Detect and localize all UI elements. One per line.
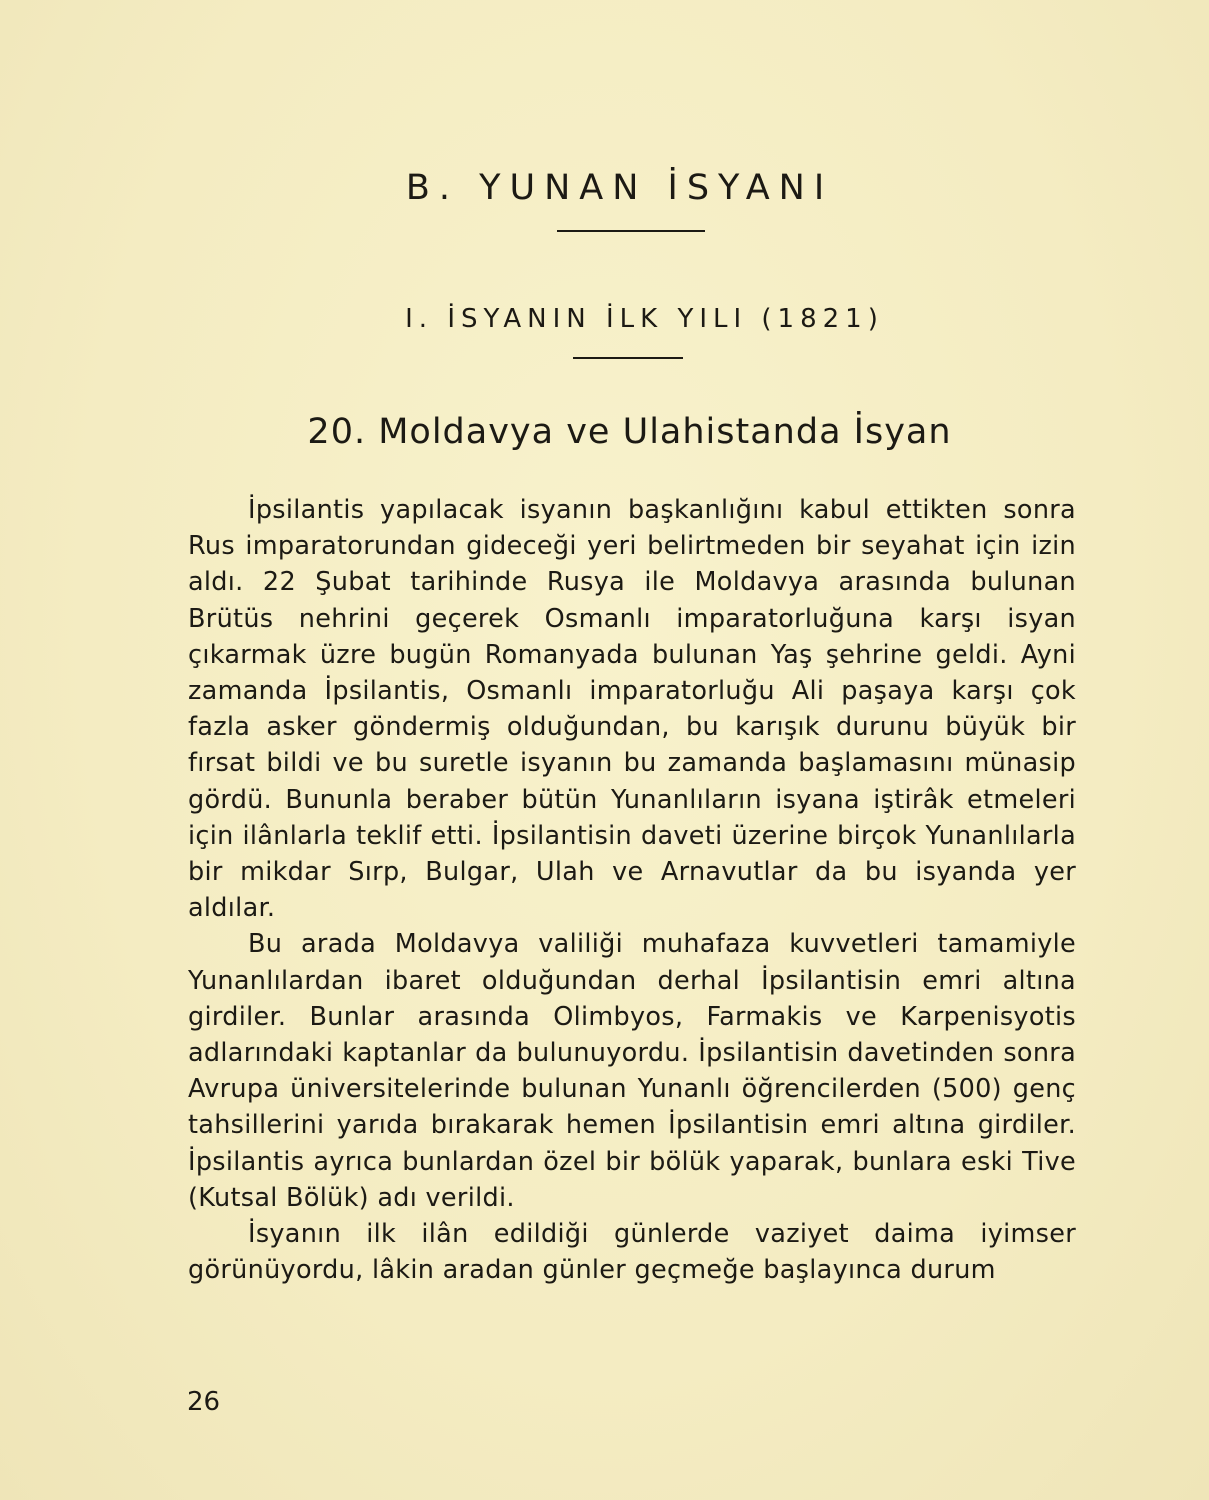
- section-title: 20. Moldavya ve Ulahistanda İsyan: [307, 412, 952, 452]
- title-rule: [557, 230, 705, 232]
- chapter-rule: [573, 357, 683, 359]
- paragraph: İsyanın ilk ilân edildiği günlerde vaziyet daima iyimser görünüyordu, lâkin aradan günler geçmeğe başlayınca durum: [188, 1219, 1076, 1286]
- page-number: 26: [187, 1387, 221, 1417]
- paragraph: Bu arada Moldavya valiliği muhafaza kuvvetleri tamamiyle Yunanlılardan ibaret olduğundan derhal İpsilantisin emri altına girdiler. Bunlar arasında Olimbyos, Farmakis ve Karpenisyotis adlarındaki kaptanlar da bulunuyordu. İpsilantisin davetinden sonra Avrupa üniversitelerinde bulunan Yunanlı öğrencilerden (500) genç tahsillerini yarıda bırakarak hemen İpsilantisin emri altına girdiler. İpsilantis ayrıca bunlardan özel bir bölük yaparak, bunlara eski Tive (Kutsal Bölük) adı verildi.: [188, 929, 1076, 1213]
- paragraph: İpsilantis yapılacak isyanın başkanlığını kabul ettikten sonra Rus imparatorundan gideceği yeri belirtmeden bir seyahat için izin aldı. 22 Şubat tarihinde Rusya ile Moldavya arasında bulunan Brütüs nehrini geçerek Osmanlı imparatorluğuna karşı isyan çıkarmak üzre bugün Romanyada bulunan Yaş şehrine geldi. Ayni zamanda İpsilantis, Osmanlı imparatorluğu Ali paşaya karşı çok fazla asker göndermiş olduğundan, bu karışık durunu büyük bir fırsat bildi ve bu suretle isyanın bu zamanda başlamasını münasip gördü. Bununla beraber bütün Yunanlıların isyana iştirâk etmeleri için ilânlarla teklif etti. İpsilantisin daveti üzerine birçok Yunanlılarla bir mikdar Sırp, Bulgar, Ulah ve Arnavutlar da bu isyanda yer aldılar.: [188, 495, 1076, 924]
- part-title: B. YUNAN İSYANI: [405, 168, 834, 208]
- chapter-title: I. İSYANIN İLK YILI (1821): [405, 304, 884, 334]
- body-text: [188, 492, 1076, 1288]
